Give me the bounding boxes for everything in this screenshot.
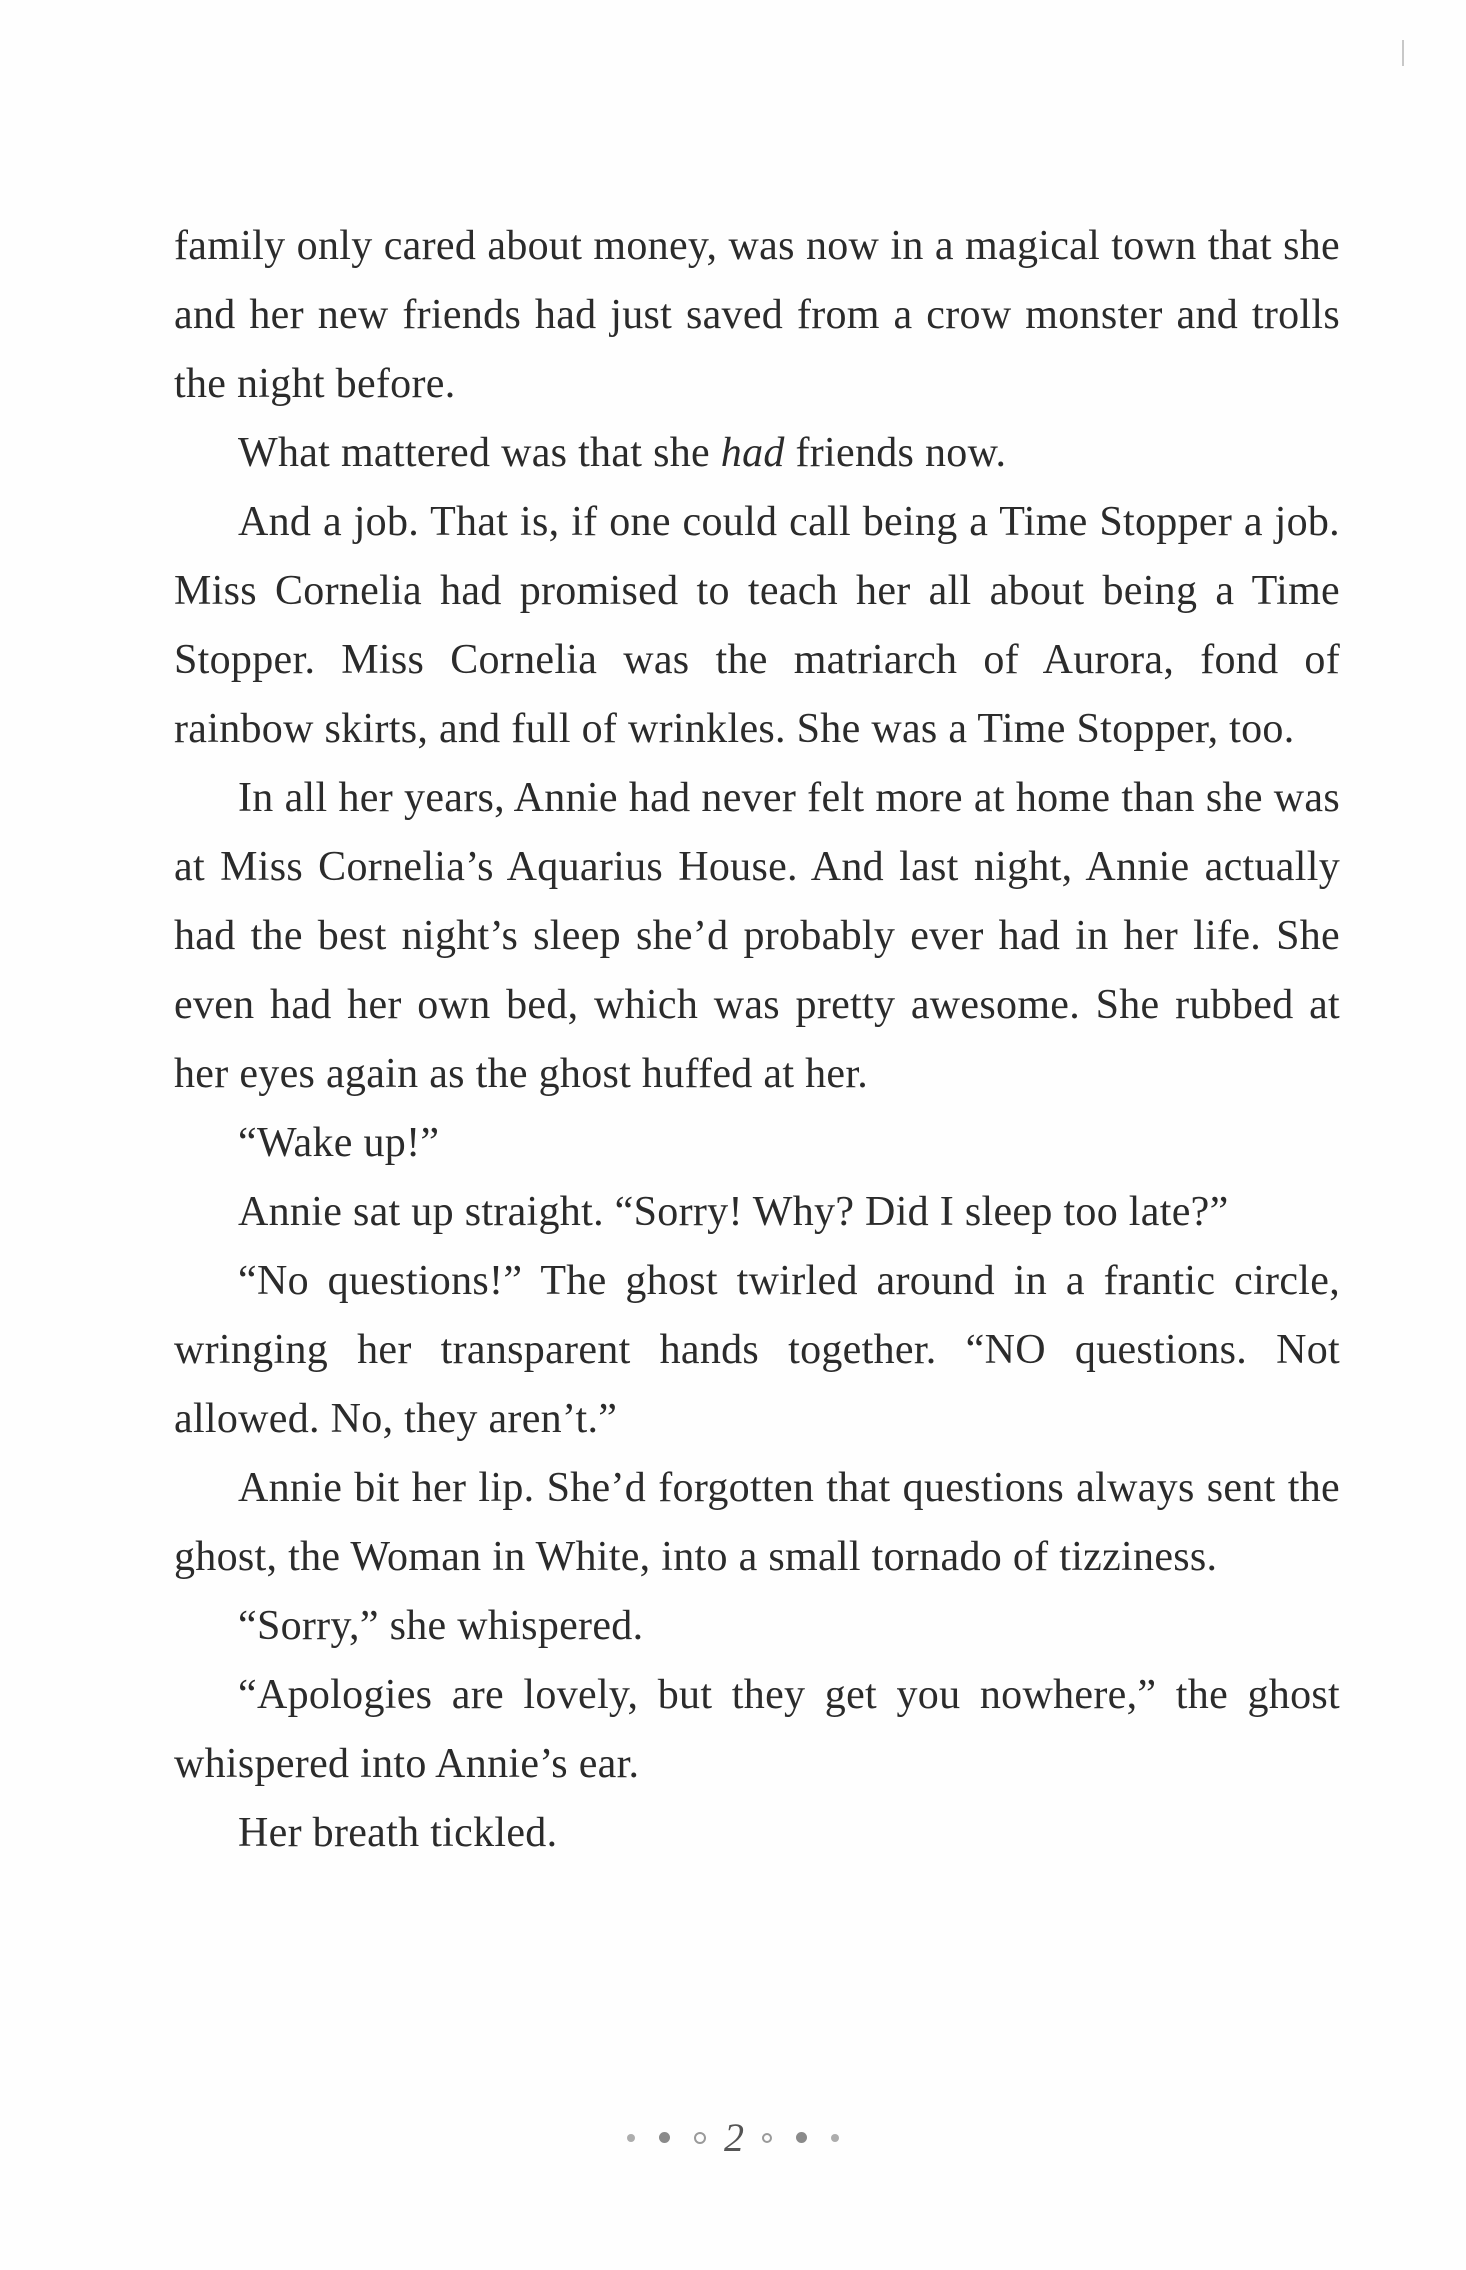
text-run: “No questions!” The ghost twirled around in a frantic circle, wringing her transparent hands together. “NO questions. Not allowed. No, they aren’t.” (174, 1258, 1340, 1442)
ornament-ring (762, 2133, 772, 2143)
scan-edge-mark (1402, 40, 1404, 66)
text-run: Annie bit her lip. She’d forgotten that questions always sent the ghost, the Woman in White, into a small tornado of tizziness. (174, 1465, 1340, 1580)
paragraph (174, 419, 1340, 488)
page-number: 2 (724, 2115, 744, 2161)
text-run: friends now. (784, 430, 1007, 476)
paragraph (174, 1454, 1340, 1592)
paragraph (174, 1661, 1340, 1799)
italic-text: had (720, 430, 785, 476)
text-run: “Sorry,” she whispered. (238, 1603, 644, 1649)
text-run: “Apologies are lovely, but they get you nowhere,” the ghost whispered into Annie’s ear. (174, 1672, 1340, 1787)
paragraph (174, 1799, 1340, 1868)
page-footer (0, 2110, 1466, 2161)
ornament-dot (659, 2132, 670, 2143)
body-text (174, 212, 1340, 1868)
text-run: Annie sat up straight. “Sorry! Why? Did I sleep too late?” (238, 1189, 1229, 1235)
text-run: Her breath tickled. (238, 1810, 558, 1856)
text-run: And a job. That is, if one could call being a Time Stopper a job. Miss Cornelia had promised to teach her all about being a Time Stopper. Miss Cornelia was the matriarch of Aurora, fond of rainbow skirts, and full of wrinkles. She was a Time Stopper, too. (174, 499, 1340, 752)
paragraph (174, 764, 1340, 1109)
ornament-dot (627, 2134, 635, 2142)
text-run: In all her years, Annie had never felt more at home than she was at Miss Cornelia’s Aquarius House. And last night, Annie actually had the best night’s sleep she’d probably ever had in her life. She even had her own bed, which was pretty awesome. She rubbed at her eyes again as the ghost huffed at her. (174, 775, 1340, 1097)
paragraph (174, 488, 1340, 764)
ornament-ring (694, 2132, 706, 2144)
text-run: “Wake up!” (238, 1120, 440, 1166)
text-run: family only cared about money, was now in a magical town that she and her new friends had just saved from a crow monster and trolls the night before. (174, 223, 1340, 407)
paragraph (174, 212, 1340, 419)
ornament-dot (796, 2132, 807, 2143)
ornament-dot (831, 2134, 839, 2142)
paragraph (174, 1109, 1340, 1178)
paragraph (174, 1592, 1340, 1661)
text-run: What mattered was that she (238, 430, 721, 476)
paragraph (174, 1247, 1340, 1454)
paragraph (174, 1178, 1340, 1247)
